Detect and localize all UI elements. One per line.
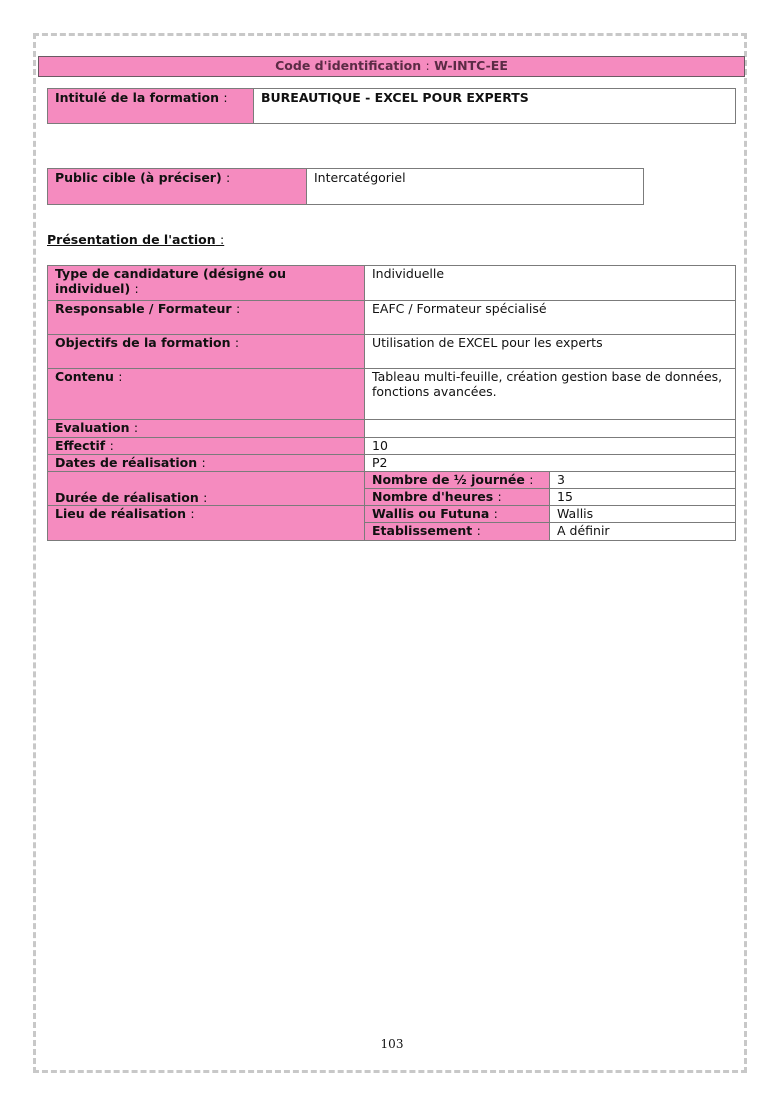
table-row	[48, 301, 736, 335]
formation-title-table	[47, 88, 736, 124]
title-value-cell: BUREAUTIQUE - EXCEL POUR EXPERTS	[254, 89, 736, 124]
table-row	[48, 472, 736, 489]
wallis-label-cell: Wallis ou Futuna :	[365, 506, 550, 523]
section-title: Présentation de l'action :	[47, 232, 225, 247]
page-number: 103	[380, 1037, 404, 1051]
table-row	[48, 455, 736, 472]
dates-label-cell: Dates de réalisation :	[48, 455, 365, 472]
table-row	[48, 335, 736, 369]
type-value-cell: Individuelle	[365, 266, 736, 301]
contenu-value-cell: Tableau multi-feuille, création gestion base de données, fonctions avancées.	[365, 369, 736, 420]
effectif-label-cell: Effectif :	[48, 438, 365, 455]
responsable-label-cell: Responsable / Formateur :	[48, 301, 365, 335]
objectifs-label-cell: Objectifs de la formation :	[48, 335, 365, 369]
code-value: W-INTC-EE	[434, 58, 508, 73]
public-value-cell: Intercatégoriel	[307, 169, 644, 205]
etablissement-value-cell: A définir	[550, 523, 736, 541]
dates-value-cell: P2	[365, 455, 736, 472]
responsable-value-cell: EAFC / Formateur spécialisé	[365, 301, 736, 335]
demi-journee-value-cell: 3	[550, 472, 736, 489]
heures-value-cell: 15	[550, 489, 736, 506]
code-label: Code d'identification	[275, 58, 422, 73]
table-row	[48, 420, 736, 438]
effectif-value-cell: 10	[365, 438, 736, 455]
wallis-value-cell: Wallis	[550, 506, 736, 523]
evaluation-label-cell: Evaluation :	[48, 420, 365, 438]
public-label-cell: Public cible (à préciser) :	[48, 169, 307, 205]
identification-code-bar: Code d'identification : W-INTC-EE	[38, 56, 745, 77]
contenu-label-cell: Contenu :	[48, 369, 365, 420]
demi-journee-label-cell: Nombre de ½ journée :	[365, 472, 550, 489]
action-details-table	[47, 265, 736, 541]
etablissement-label-cell: Etablissement :	[365, 523, 550, 541]
duree-label-cell: Durée de réalisation :	[48, 472, 365, 506]
title-label-cell: Intitulé de la formation :	[48, 89, 254, 124]
heures-label-cell: Nombre d'heures :	[365, 489, 550, 506]
table-row	[48, 438, 736, 455]
lieu-label-cell: Lieu de réalisation :	[48, 506, 365, 541]
table-row	[48, 506, 736, 523]
table-row	[48, 369, 736, 420]
evaluation-value-cell	[365, 420, 736, 438]
objectifs-value-cell: Utilisation de EXCEL pour les experts	[365, 335, 736, 369]
type-label-cell: Type de candidature (désigné ou individuel) :	[48, 266, 365, 301]
table-row	[48, 266, 736, 301]
public-table	[47, 168, 644, 205]
